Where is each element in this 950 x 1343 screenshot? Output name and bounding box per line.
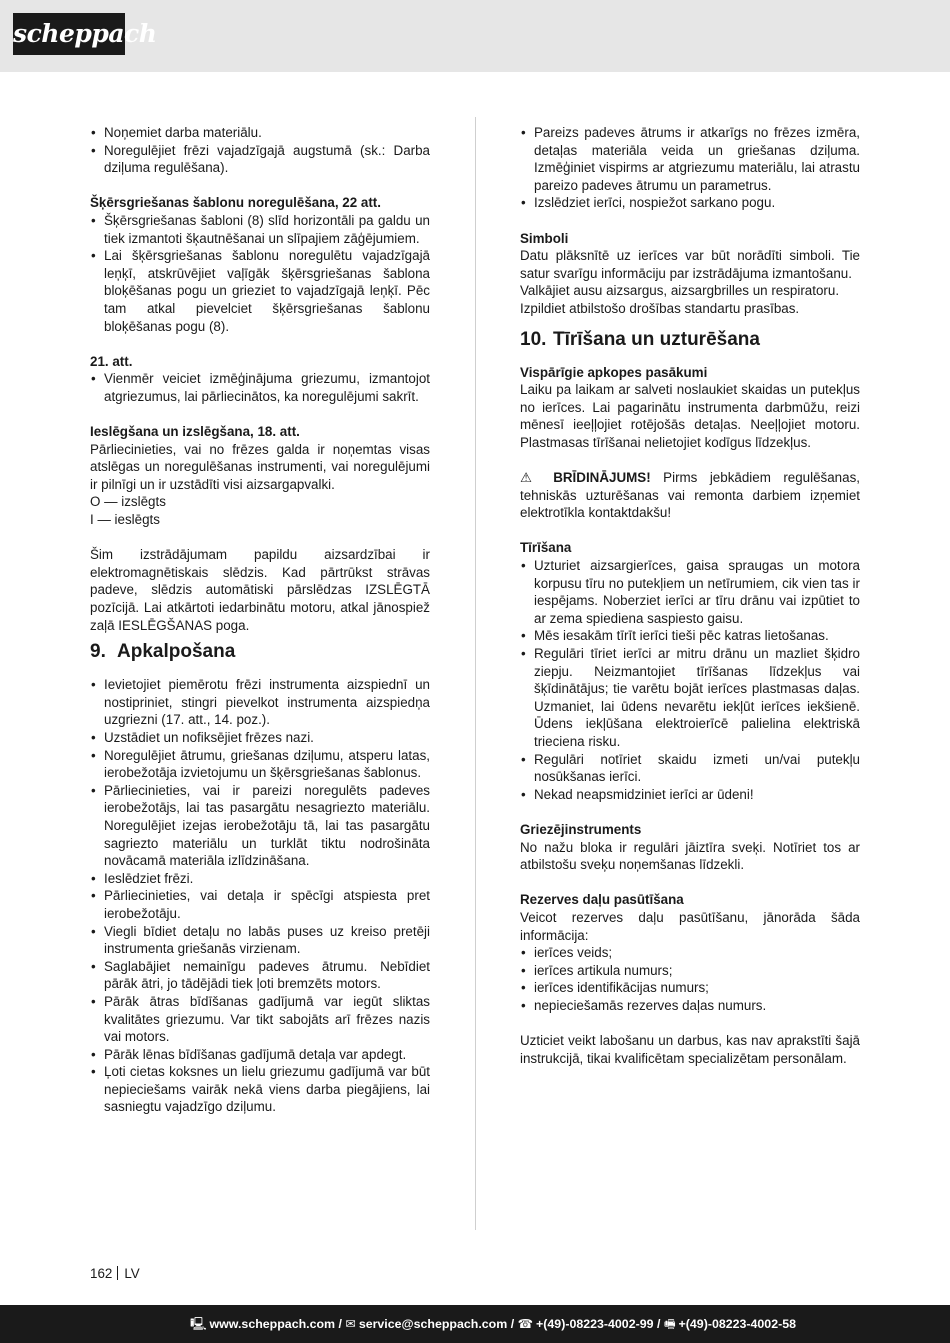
phone-icon: ☎ <box>517 1317 534 1331</box>
spare-parts-paragraph: Veicot rezerves daļu pasūtīšanu, jānorāda šāda informācija: <box>520 909 860 943</box>
general-paragraph: Laiku pa laikam ar salveti noslaukiet skaidas un putekļus no ierīces. Lai pagarinātu instrumenta darbmūžu, reizi mēnesī ieeļļojiet rotējošās detaļas. Neeļļojiet motoru. Plastmasas tīrīšanai nelietojiet kodīgus līdzekļus. <box>520 382 860 450</box>
section-title: Apkalpošana <box>117 641 236 663</box>
operation-list <box>90 676 430 1116</box>
language-code: LV <box>124 1266 140 1281</box>
brand-logo: scheppach <box>13 13 125 55</box>
list-item: • Regulāri tīriet ierīci ar mitru drānu un mazliet šķidro ziepju. Neizmantojiet tīrīšanas līdzekļus vai šķīdinātājus; tie varētu bojāt ierīces plastmasas daļas. Uzmaniet, lai ūdens nevarētu iekļūt ierīces iekšienē. Ūdens iekļūšana elektroierīcē palielina elektriskā trieciena risku. <box>520 645 860 751</box>
section-9-heading <box>90 640 430 664</box>
page-number: 162 <box>90 1266 113 1281</box>
subheading-cleaning: Tīrīšana <box>520 540 572 556</box>
list-item: • Lai šķērsgriešanas šablonu noregulētu vajadzīgajā leņķī, atskrūvējiet vaļīgāk šķērsgriešanas šablona bloķēšanas pogu un grieziet to vajadzīgajā leņķī. Pēc tam atkal pievelciet šķērsgriešanas šablonu bloķēšanas pogu (8). <box>90 247 430 335</box>
phone-number: +(49)-08223-4002-99 / <box>536 1317 661 1331</box>
header-bar <box>0 0 950 72</box>
website-link[interactable]: www.scheppach.com / <box>209 1317 342 1331</box>
list-item: • Nekad neapsmidziniet ierīci ar ūdeni! <box>520 786 860 804</box>
list-item: • Pārāk lēnas bīdīšanas gadījumā detaļa var apdegt. <box>90 1046 430 1064</box>
symbols-text: Valkājiet ausu aizsargus, aizsargbrilles un respiratoru. <box>520 283 840 299</box>
list-item: • Uzturiet aizsargierīces, gaisa spraugas un motora korpusu tīru no putekļiem un netīrumiem, cik vien tas ir iespējams. Noberziet ierīci ar tīru drānu vai izpūtiet to ar zema spiediena saspiesto gaisu. <box>520 557 860 627</box>
email-link[interactable]: service@scheppach.com / <box>358 1317 515 1331</box>
fax-number: +(49)-08223-4002-58 <box>678 1317 796 1331</box>
separator <box>117 1266 118 1280</box>
list-item: • ierīces artikula numurs; <box>520 962 860 980</box>
contact-line <box>190 1305 796 1343</box>
list-item: • Mēs iesakām tīrīt ierīci tieši pēc katras lietošanas. <box>520 627 860 645</box>
list-item: • ierīces veids; <box>520 944 860 962</box>
spare-parts-list <box>520 944 860 1014</box>
fax-icon: 🖷 <box>663 1317 676 1331</box>
left-column <box>90 124 430 1116</box>
subheading-spare-parts: Rezerves daļu pasūtīšana <box>520 892 684 908</box>
intro-list <box>90 124 430 177</box>
subheading-general: Vispārīgie apkopes pasākumi <box>520 364 708 380</box>
final-paragraph: Uzticiet veikt labošanu un darbus, kas nav aprakstīti šajā instrukcijā, tikai kvalificētam specializētam personālam. <box>520 1033 860 1066</box>
onoff-text: Pārliecinieties, vai no frēzes galda ir noņemtas visas atslēgas un noregulēšanas instrumenti, vai noregulējumi ir pilnīgi un ir uzstādīti visi aizsargapvalki. <box>90 441 430 492</box>
warning-paragraph <box>520 469 860 522</box>
section-10-heading <box>520 328 860 352</box>
switch-paragraph: Šim izstrādājumam papildu aizsardzībai ir elektromagnētiskais slēdzis. Kad pārtrūkst strāvas padeve, slēdzis automātiski pārslēdzas IZSLĒGTĀ pozīcijā. Lai atkārtoti iedarbinātu motoru, atkal jānospiež zaļā IESLĒGŠANAS poga. <box>90 547 430 633</box>
list-item: • Izslēdziet ierīci, nospiežot sarkano pogu. <box>520 194 860 212</box>
list-item: • Pārliecinieties, vai detaļa ir spēcīgi atspiesta pret ierobežotāju. <box>90 887 430 922</box>
symbols-text: Datu plāksnītē uz ierīces var būt norādīti simboli. Tie satur svarīgu informāciju par izstrādājuma izmantošanu. <box>520 248 860 281</box>
list-item: • Pareizs padeves ātrums ir atkarīgs no frēzes izmēra, detaļas materiāla veida un griešanas dziļuma. Izmēģiniet vispirms ar atgriezumu materiālu, lai atrastu pareizo padeves ātrumu un parametrus. <box>520 124 860 194</box>
cleaning-list <box>520 557 860 803</box>
fig21-list <box>90 370 430 405</box>
list-item: • Pārāk ātras bīdīšanas gadījumā var iegūt sliktas kvalitātes griezumu. Var tikt sabojāts arī frēzes nazis vai motors. <box>90 993 430 1046</box>
on-symbol-text: I — ieslēgts <box>90 512 160 528</box>
contact-footer <box>0 1305 950 1343</box>
right-column <box>520 124 860 1067</box>
list-item: • ierīces identifikācijas numurs; <box>520 979 860 997</box>
section-number: 9. <box>90 641 106 663</box>
warning-label: BRĪDINĀJUMS! <box>553 470 651 486</box>
section-number: 10. <box>520 328 547 350</box>
subheading-fig21: 21. att. <box>90 353 133 369</box>
list-item: • Uzstādiet un nofiksējiet frēzes nazi. <box>90 729 430 747</box>
off-symbol-text: O — izslēgts <box>90 494 166 510</box>
subheading-symbols: Simboli <box>520 230 569 246</box>
subheading-crosscut: Šķērsgriešanas šablonu noregulēšana, 22 att. <box>90 195 381 211</box>
list-item: • Ievietojiet piemērotu frēzi instrumenta aizspiednī un nostipriniet, stingri pievelkot instrumenta aizspiedņa uzgriezni (17. att., 14. poz.). <box>90 676 430 729</box>
section-title: Tīrīšana un uzturēšana <box>553 328 760 350</box>
mail-icon: ✉ <box>345 1317 356 1331</box>
tool-paragraph: No nažu bloka ir regulāri jāiztīra sveķi. Notīriet tos ar atbilstošu sveķu noņemšanas līdzekli. <box>520 839 860 873</box>
list-item: • Regulāri notīriet skaidu izmeti un/vai putekļu nosūkšanas ierīci. <box>520 751 860 786</box>
subheading-tool: Griezējinstruments <box>520 821 642 837</box>
crosscut-list <box>90 212 430 335</box>
list-item: • Vienmēr veiciet izmēģinājuma griezumu, izmantojot atgriezumus, lai pārliecinātos, ka noregulējumi sakrīt. <box>90 370 430 405</box>
list-item: • Ieslēdziet frēzi. <box>90 870 430 888</box>
page-footer-number <box>90 1265 140 1283</box>
feed-list <box>520 124 860 212</box>
list-item: • Šķērsgriešanas šabloni (8) slīd horizontāli pa galdu un tiek izmantoti šķautnēšanai un slīpajiem zāģējumiem. <box>90 212 430 247</box>
list-item: • Noregulējiet frēzi vajadzīgajā augstumā (sk.: Darba dziļuma regulēšana). <box>90 142 430 177</box>
list-item: • Noņemiet darba materiālu. <box>90 124 430 142</box>
list-item: • Viegli bīdiet detaļu no labās puses uz kreiso pretēji instrumenta griešanās virzienam. <box>90 923 430 958</box>
list-item: • Ļoti cietas koksnes un lielu griezumu gadījumā var būt nepieciešams vairāk nekā viens darba piegājiens, lai sasniegtu vajadzīgo dziļumu. <box>90 1063 430 1116</box>
list-item: • nepieciešamās rezerves daļas numurs. <box>520 997 860 1015</box>
list-item: • Noregulējiet ātrumu, griešanas dziļumu, atsperu latas, ierobežotāja izvietojumu un šķērsgriešanas šablonus. <box>90 747 430 782</box>
computer-icon: 🖳 <box>190 1317 207 1331</box>
subheading-onoff: Ieslēgšana un izslēgšana, 18. att. <box>90 424 300 440</box>
list-item: • Pārliecinieties, vai ir pareizi noregulēts padeves ierobežotājs, lai tas pasargātu nesagriezto materiālu. Noregulējiet izejas ierobežotāju tā, lai tas pasargātu sagriezto materiālu un turklāt tiktu nodrošināta novācamā materiāla izlīdzināšana. <box>90 782 430 870</box>
list-item: • Saglabājiet nemainīgu padeves ātrumu. Nebīdiet pārāk ātri, jo tādējādi tiek ļoti bremzēts motors. <box>90 958 430 993</box>
column-divider <box>475 117 476 1230</box>
warning-text: Pirms jebkādiem regulēšanas, tehniskās uzturēšanas vai remonta darbiem izņemiet elektrotīkla kontaktdakšu! <box>520 470 860 521</box>
symbols-text: Izpildiet atbilstošo drošības standartu prasības. <box>520 300 800 316</box>
warning-icon: ⚠ <box>520 470 541 486</box>
